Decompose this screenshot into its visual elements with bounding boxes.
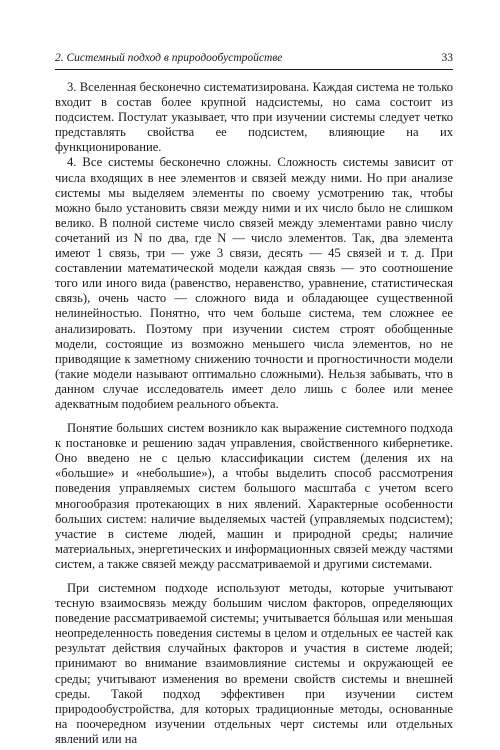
- paragraph-large-systems: Понятие больших систем возникло как выражение системного подхода к постановке и решению задач управления, свойственного кибернетике. Оно введено не с целью классификации систем (деления их на «большие» и «небольшие»), а чтобы выделить способ рассмотрения поведения управляемых систем большого масштаба с учетом всего многообразия протекающих в них явлений. Характерные особенности больших систем: наличие выделяемых частей (управляемых подсистем); участие в системе людей, машин и природной среды; наличие материальных, энергетических и информационных связей между частями систем, а также связей между рассматриваемой и другими системами.: [55, 421, 453, 571]
- paragraph-postulate-3: 3. Вселенная бесконечно систематизирована. Каждая система не только входит в состав более крупной надсистемы, но сама состоит из подсистем. Постулат указывает, что при изучении системы следует четко представлять свойства ее подсистем, влияющие на их функционирование.: [55, 80, 453, 155]
- page-body: [55, 80, 453, 747]
- running-header: [55, 50, 453, 70]
- running-header-title: 2. Системный подход в природообустройстве: [55, 52, 283, 64]
- page-number: 33: [441, 52, 453, 64]
- paragraph-postulate-4: 4. Все системы бесконечно сложны. Сложность системы зависит от числа входящих в нее элементов и связей между ними. Но при анализе системы мы выделяем элементы по своему усмотрению так, чтобы можно было установить связи между ними и их число было не слишком велико. В полной системе число связей между элементами равно числу сочетаний из N по два, где N — число элементов. Так, два элемента имеют 1 связь, три — уже 3 связи, десять — 45 связей и т. д. При составлении математической модели каждая связь — это соотношение того или иного вида (равенство, неравенство, уравнение, статистическая связь), очень часто — сложного вида и обладающее существенной нелинейностью. Понятно, что чем больше система, тем сложнее ее анализировать. Поэтому при изучении систем строят обобщенные модели, состоящие из возможно меньшего числа элементов, но не приводящие к заметному снижению точности и прогностичности модели (такие модели называют оптимально сложными). Нельзя забывать, что в данном случае исследователь имеет дело лишь с более или менее адекватным подобием реального объекта.: [55, 155, 453, 411]
- paragraph-system-approach-methods: При системном подходе используют методы, которые учитывают тесную взаимосвязь между большим числом факторов, определяющих поведение рассматриваемой системы; учитывается бóльшая или меньшая неопределенность поведения системы в целом и отдельных ее частей как результат действия случайных факторов и участия в системе людей; принимают во внимание взаимовлияние системы и окружающей ее среды; учитывают изменения во времени свойств системы и внешней среды. Такой подход эффективен при изучении систем природообустройства, для которых традиционные методы, основанные на поочередном изучении отдельных черт системы или отдельных явлений или на: [55, 581, 453, 746]
- header-rule: [55, 69, 453, 70]
